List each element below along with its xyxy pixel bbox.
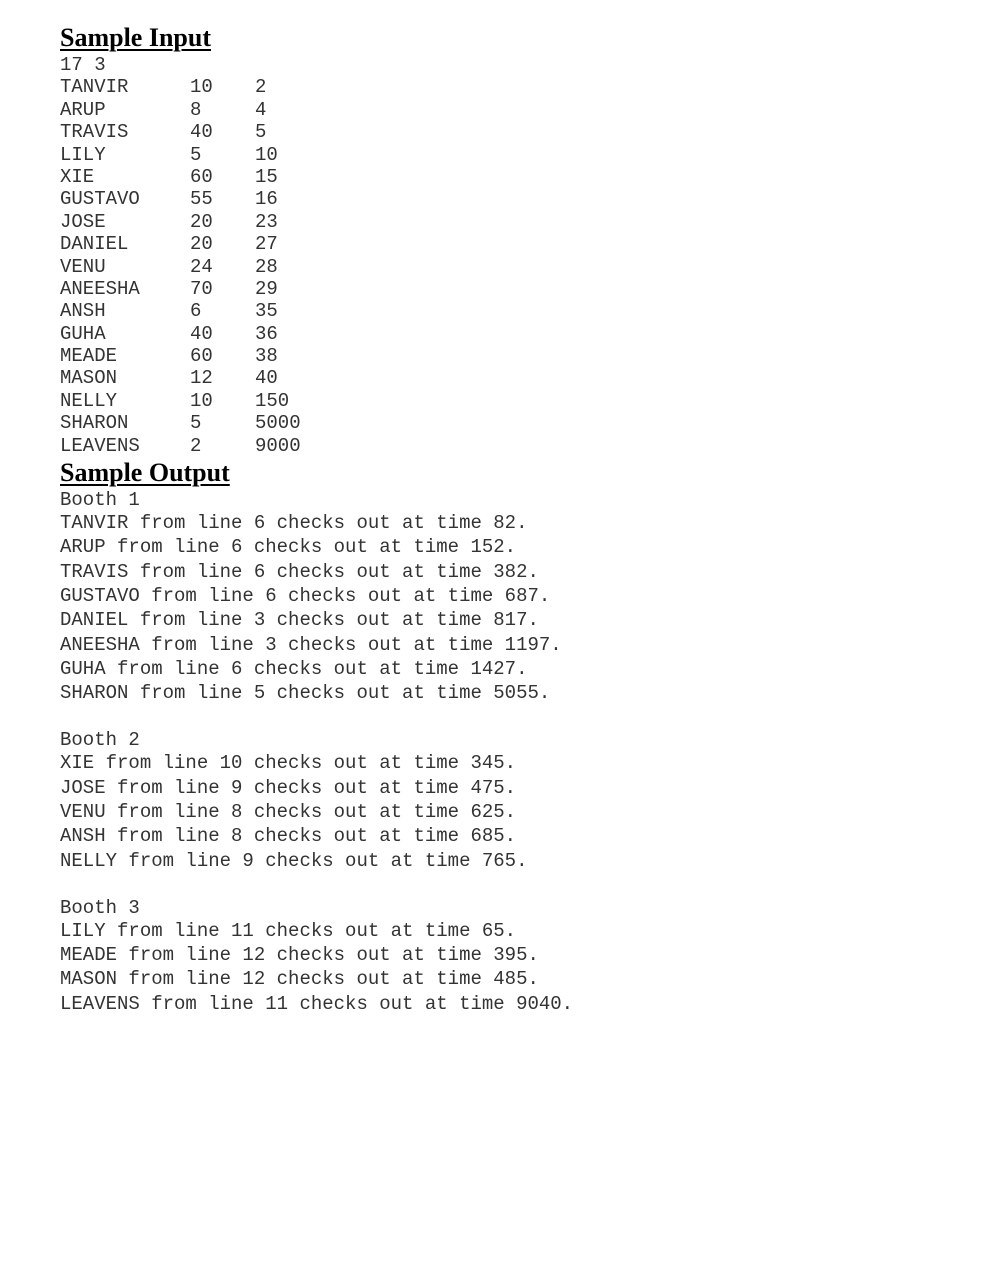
input-first-line: 17 3 <box>60 54 106 76</box>
checkout-line: LILY from line 11 checks out at time 65. <box>60 919 517 942</box>
booth-title: Booth 3 <box>60 896 140 919</box>
checkout-line: GUSTAVO from line 6 checks out at time 687. <box>60 584 551 607</box>
input-value-a: 60 <box>190 165 213 188</box>
input-value-a: 20 <box>190 233 213 256</box>
input-name: SHARON <box>60 412 129 435</box>
input-value-a: 20 <box>190 210 213 233</box>
input-value-a: 12 <box>190 367 213 390</box>
checkout-line: LEAVENS from line 11 checks out at time 9040. <box>60 992 574 1015</box>
checkout-line: ARUP from line 6 checks out at time 152. <box>60 536 517 559</box>
sample-output-block <box>60 489 960 1016</box>
input-value-a: 55 <box>190 188 213 211</box>
checkout-line: DANIEL from line 3 checks out at time 817. <box>60 609 539 632</box>
input-value-b: 16 <box>255 188 278 211</box>
input-name: DANIEL <box>60 233 129 256</box>
input-value-b: 4 <box>255 98 267 121</box>
input-row <box>60 121 960 143</box>
input-row <box>60 390 960 412</box>
input-value-b: 150 <box>255 389 290 412</box>
input-name: GUSTAVO <box>60 188 140 211</box>
input-row <box>60 99 960 121</box>
checkout-line: GUHA from line 6 checks out at time 1427. <box>60 657 528 680</box>
booth-title: Booth 1 <box>60 489 140 512</box>
booth-section <box>60 729 960 872</box>
input-name: ARUP <box>60 98 106 121</box>
input-name: JOSE <box>60 210 106 233</box>
checkout-line: TANVIR from line 6 checks out at time 82. <box>60 512 528 535</box>
checkout-line: NELLY from line 9 checks out at time 765. <box>60 849 528 872</box>
input-row <box>60 435 960 457</box>
input-value-b: 15 <box>255 165 278 188</box>
input-name: TRAVIS <box>60 121 129 144</box>
input-row <box>60 300 960 322</box>
input-row <box>60 211 960 233</box>
input-value-b: 28 <box>255 255 278 278</box>
input-value-b: 5000 <box>255 412 301 435</box>
document-page <box>60 22 960 1016</box>
input-name: TANVIR <box>60 76 129 99</box>
booth-section <box>60 897 960 1016</box>
input-name: LEAVENS <box>60 434 140 457</box>
sample-input-block <box>60 54 960 457</box>
booth-section <box>60 489 960 705</box>
input-value-a: 40 <box>190 322 213 345</box>
checkout-line: XIE from line 10 checks out at time 345. <box>60 752 517 775</box>
input-name: MASON <box>60 367 118 390</box>
input-value-b: 29 <box>255 277 278 300</box>
input-name: MEADE <box>60 345 118 368</box>
input-name: VENU <box>60 255 106 278</box>
input-row <box>60 367 960 389</box>
input-value-b: 23 <box>255 210 278 233</box>
checkout-line: TRAVIS from line 6 checks out at time 382. <box>60 560 539 583</box>
input-row <box>60 144 960 166</box>
input-value-a: 5 <box>190 143 202 166</box>
booth-title: Booth 2 <box>60 729 140 752</box>
input-name: GUHA <box>60 322 106 345</box>
input-value-b: 2 <box>255 76 267 99</box>
input-value-a: 10 <box>190 389 213 412</box>
input-name: ANSH <box>60 300 106 323</box>
input-row <box>60 323 960 345</box>
input-value-b: 35 <box>255 300 278 323</box>
input-row <box>60 412 960 434</box>
input-row <box>60 256 960 278</box>
input-value-b: 38 <box>255 345 278 368</box>
input-value-b: 9000 <box>255 434 301 457</box>
input-name: NELLY <box>60 389 118 412</box>
input-value-b: 10 <box>255 143 278 166</box>
input-value-b: 36 <box>255 322 278 345</box>
checkout-line: ANSH from line 8 checks out at time 685. <box>60 825 517 848</box>
input-row <box>60 278 960 300</box>
input-row <box>60 345 960 367</box>
input-value-b: 5 <box>255 121 267 144</box>
input-value-a: 2 <box>190 434 202 457</box>
checkout-line: SHARON from line 5 checks out at time 5055. <box>60 682 551 705</box>
input-value-a: 24 <box>190 255 213 278</box>
checkout-line: MASON from line 12 checks out at time 485. <box>60 968 539 991</box>
input-value-a: 10 <box>190 76 213 99</box>
checkout-line: JOSE from line 9 checks out at time 475. <box>60 776 517 799</box>
input-name: ANEESHA <box>60 277 140 300</box>
checkout-line: MEADE from line 12 checks out at time 395. <box>60 944 539 967</box>
input-row <box>60 166 960 188</box>
checkout-line: VENU from line 8 checks out at time 625. <box>60 801 517 823</box>
input-value-b: 40 <box>255 367 278 390</box>
sample-output-heading: Sample Output <box>60 458 230 488</box>
input-name: XIE <box>60 165 95 188</box>
input-value-a: 6 <box>190 300 202 323</box>
input-value-a: 70 <box>190 277 213 300</box>
input-row <box>60 76 960 98</box>
sample-input-heading: Sample Input <box>60 23 211 52</box>
input-value-a: 40 <box>190 121 213 144</box>
checkout-line: ANEESHA from line 3 checks out at time 1197. <box>60 633 562 656</box>
input-value-a: 5 <box>190 412 202 435</box>
input-row <box>60 188 960 210</box>
input-name: LILY <box>60 143 106 166</box>
input-row <box>60 233 960 255</box>
input-value-b: 27 <box>255 233 278 256</box>
input-value-a: 60 <box>190 345 213 368</box>
input-value-a: 8 <box>190 98 202 121</box>
input-rows <box>60 76 960 457</box>
